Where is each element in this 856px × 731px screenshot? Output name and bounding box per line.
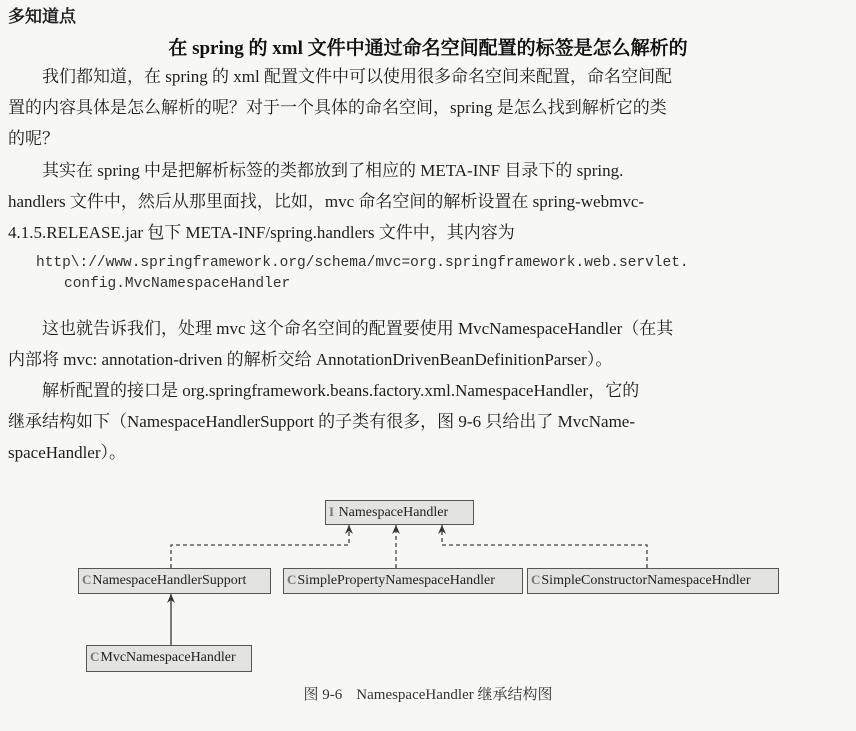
paragraph-line: 解析配置的接口是 org.springframework.beans.factory.xml.NamespaceHandler，它的	[42, 381, 640, 400]
article-title: 在 spring 的 xml 文件中通过命名空间配置的标签是怎么解析的	[168, 38, 688, 59]
paragraph-line: spaceHandler）。	[8, 443, 127, 462]
node-namespace-handler	[325, 500, 474, 525]
node-namespace-handler-support	[78, 568, 271, 594]
paragraph-line: 其实在 spring 中是把解析标签的类都放到了相应的 META-INF 目录下的 spring.	[42, 161, 624, 180]
class-icon: C	[90, 649, 100, 664]
node-label: NamespaceHandler	[338, 505, 449, 520]
interface-icon: I	[329, 504, 335, 519]
node-label: SimplePropertyNamespaceHandler	[297, 573, 495, 588]
paragraph-line: 置的内容具体是怎么解析的呢？对于一个具体的命名空间，spring 是怎么找到解析它的类	[8, 98, 667, 117]
node-simple-constructor-namespace-hndler	[527, 568, 779, 594]
node-label: NamespaceHandlerSupport	[92, 573, 247, 588]
node-label: MvcNamespaceHandler	[100, 650, 236, 665]
class-icon: C	[531, 572, 541, 587]
paragraph-line: 我们都知道，在 spring 的 xml 配置文件中可以使用很多命名空间来配置，命名空间配	[42, 67, 672, 86]
paragraph-line: 内部将 mvc: annotation-driven 的解析交给 AnnotationDrivenBeanDefinitionParser）。	[8, 350, 613, 369]
paragraph-line: handlers 文件中，然后从那里面找，比如，mvc 命名空间的解析设置在 spring-webmvc-	[8, 192, 645, 211]
class-icon: C	[82, 572, 92, 587]
edge-implements-simple-constructor	[442, 525, 647, 568]
tip-section-header: 多知道点	[8, 7, 76, 27]
figure-caption-text: NamespaceHandler 继承结构图	[356, 687, 553, 703]
node-label: SimpleConstructorNamespaceHndler	[541, 573, 751, 588]
code-line: config.MvcNamespaceHandler	[64, 276, 291, 292]
node-simple-property-namespace-handler	[283, 568, 523, 594]
paragraph-mvc-handler	[8, 313, 840, 375]
paragraph-meta-inf	[8, 155, 840, 248]
edge-implements-support	[171, 525, 349, 568]
code-block	[36, 253, 689, 295]
paragraph-line: 的呢？	[8, 129, 59, 148]
paragraph-interface	[8, 375, 840, 468]
figure-caption	[0, 683, 856, 704]
paragraph-line: 继承结构如下（NamespaceHandlerSupport 的子类有很多，图 9-6 只给出了 MvcName-	[8, 412, 636, 431]
paragraph-line: 4.1.5.RELEASE.jar 包下 META-INF/spring.handlers 文件中，其内容为	[8, 223, 515, 242]
class-icon: C	[287, 572, 297, 587]
node-mvc-namespace-handler	[86, 645, 252, 672]
paragraph-line: 这也就告诉我们，处理 mvc 这个命名空间的配置要使用 MvcNamespaceHandler（在其	[42, 319, 674, 338]
paragraph-intro	[8, 61, 840, 154]
figure-number: 图 9-6	[303, 687, 343, 703]
code-line: http\://www.springframework.org/schema/mvc=org.springframework.web.servlet.	[36, 255, 689, 271]
